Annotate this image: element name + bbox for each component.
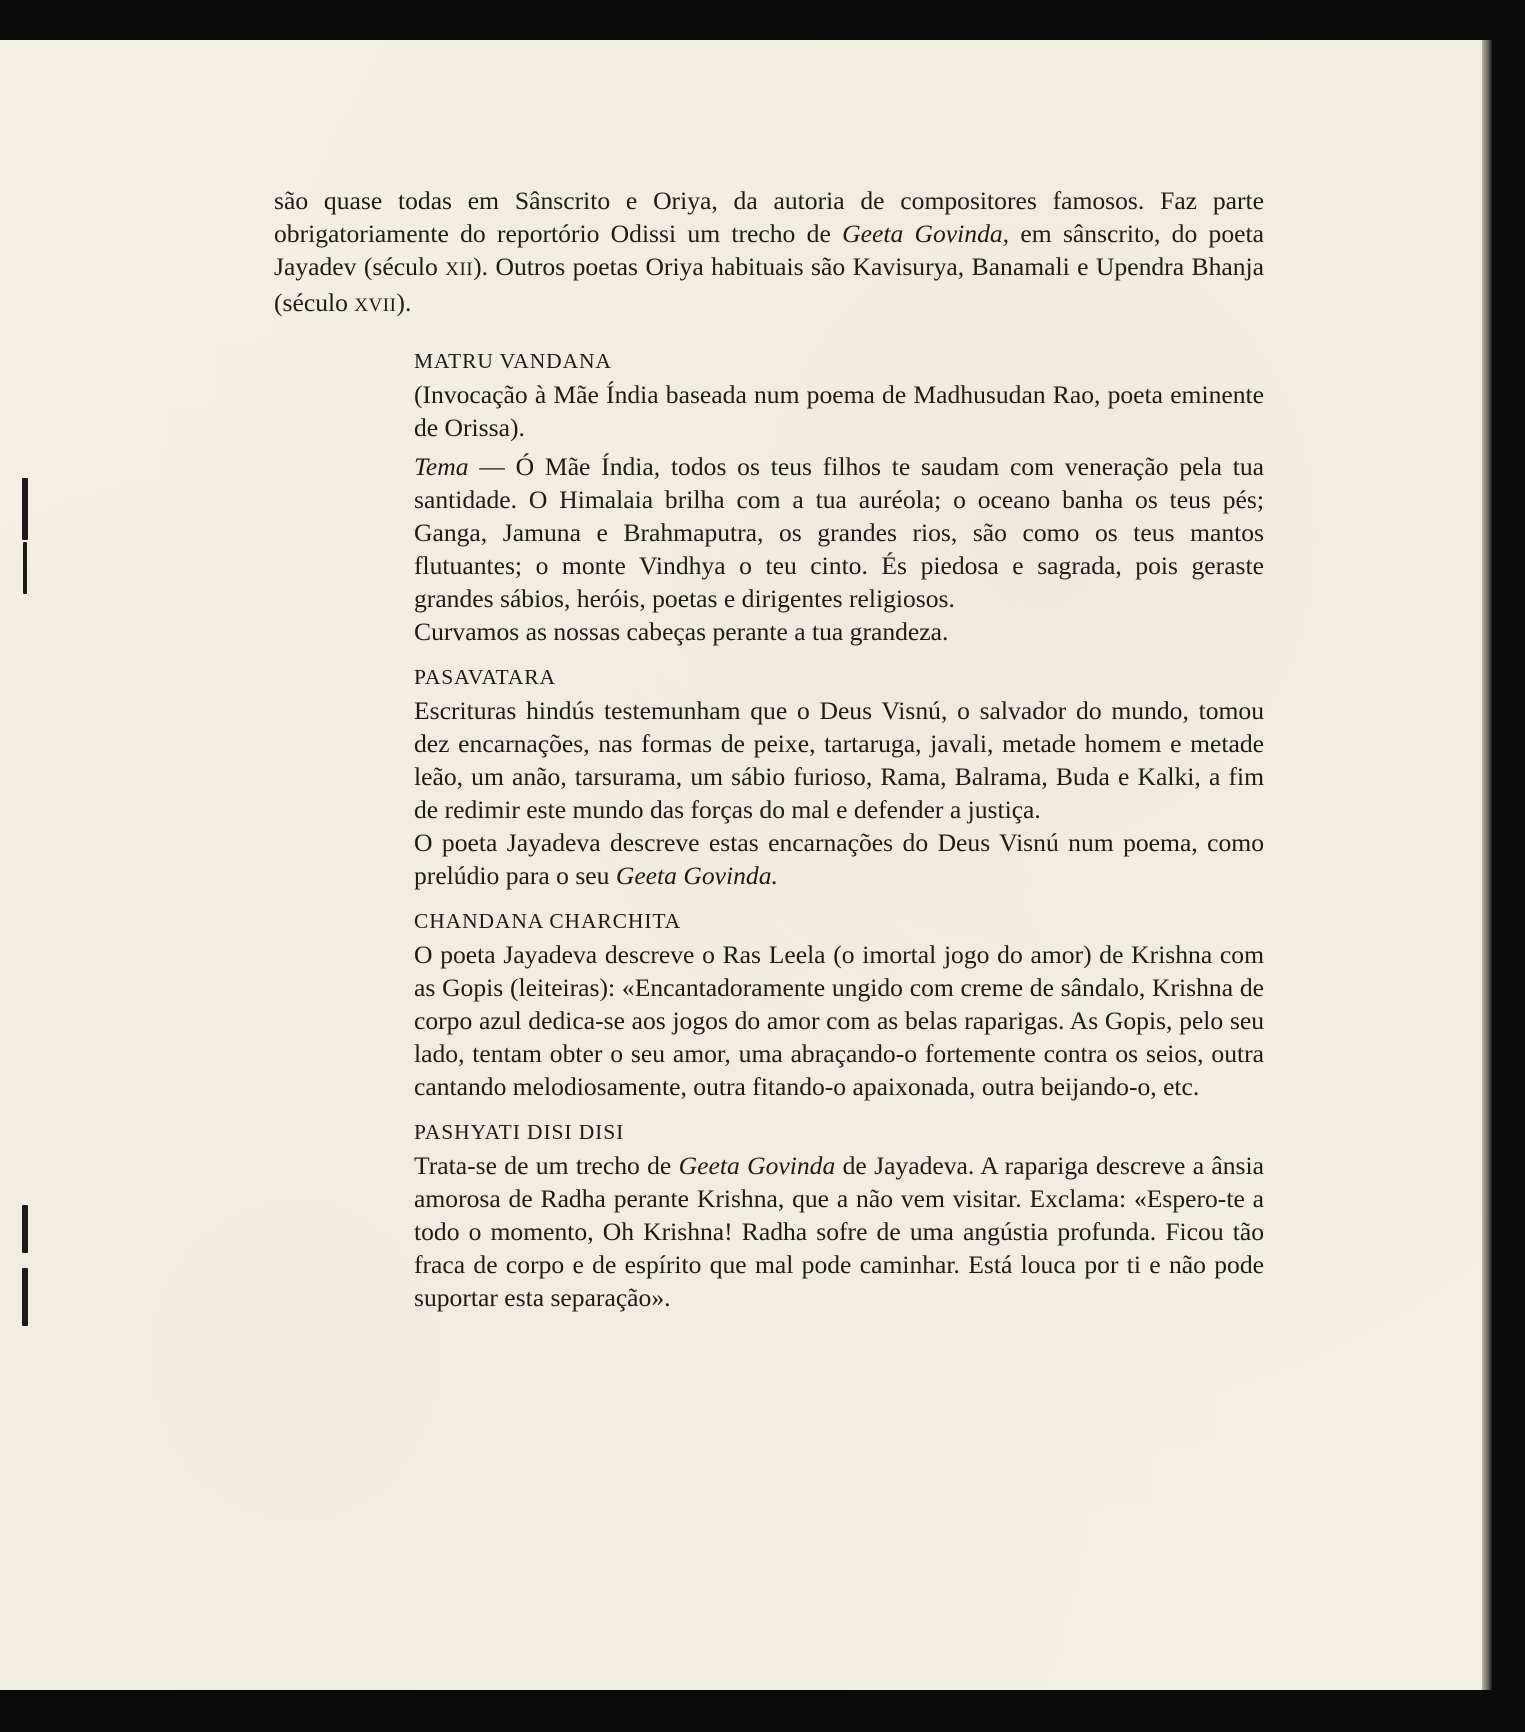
section-matru-vandana [414, 345, 1264, 1314]
document-body [274, 184, 1264, 1314]
binding-mark [22, 1205, 28, 1253]
section-paragraph: Curvamos as nossas cabeças perante a tua grandeza. [414, 617, 949, 646]
section-paragraph: Escrituras hindús testemunham que o Deus Visnú, o salvador do mundo, tomou dez encarnações, nas formas de peixe, tartaruga, javali, metade homem e metade leão, um anão, tarsurama, um sábio furioso, Rama, Balrama, Buda e Kalki, a fim de redimir este mundo das forças do mal e defender a justiça. [414, 696, 1264, 824]
section-paragraph: Tema — Ó Mãe Índia, todos os teus filhos te saudam com veneração pela tua santidade. O Himalaia brilha com a tua auréola; o oceano banha os teus pés; Ganga, Jamuna e Brahmaputra, os grandes rios, são como os teus mantos flutuantes; o monte Vindhya o teu cinto. És piedosa e sagrada, pois geraste grandes sábios, heróis, poetas e dirigentes religiosos. [414, 452, 1264, 613]
binding-mark [22, 478, 28, 540]
section-heading: MATRU VANDANA [414, 349, 612, 373]
section-paragraph: (Invocação à Mãe Índia baseada num poema de Madhusudan Rao, poeta eminente de Orissa). [414, 380, 1264, 442]
intro-paragraph: são quase todas em Sânscrito e Oriya, da autoria de compositores famosos. Faz parte obrigatoriamente do reportório Odissi um trecho de Geeta Govinda, em sânscrito, do poeta Jayadev (século XII). Outros poetas Oriya habituais são Kavisurya, Banamali e Upendra Bhanja (século XVII). [274, 186, 1264, 317]
section-paragraph: O poeta Jayadeva descreve estas encarnações do Deus Visnú num poema, como prelúdio para o seu Geeta Govinda. [414, 828, 1264, 890]
binding-mark [23, 542, 27, 594]
binding-mark [22, 1268, 28, 1326]
section-heading: PASHYATI DISI DISI [414, 1120, 625, 1144]
section-paragraph: Trata-se de um trecho de Geeta Govinda de Jayadeva. A rapariga descreve a ânsia amorosa de Radha perante Krishna, que a não vem visitar. Exclama: «Espero-te a todo o momento, Oh Krishna! Radha sofre de uma angústia profunda. Ficou tão fraca de corpo e de espírito que mal pode caminhar. Está louca por ti e não pode suportar esta separação». [414, 1151, 1264, 1312]
page-edge [1482, 40, 1492, 1690]
section-heading: PASAVATARA [414, 665, 556, 689]
section-paragraph: O poeta Jayadeva descreve o Ras Leela (o imortal jogo do amor) de Krishna com as Gopis (leiteiras): «Encantadoramente ungido com creme de sândalo, Krishna de corpo azul dedica-se aos jogos do amor com as belas raparigas. As Gopis, pelo seu lado, tentam obter o seu amor, uma abraçando-o fortemente contra os seios, outra cantando melodiosamente, outra fitando-o apaixonada, outra beijando-o, etc. [414, 940, 1264, 1101]
section-heading: CHANDANA CHARCHITA [414, 909, 682, 933]
